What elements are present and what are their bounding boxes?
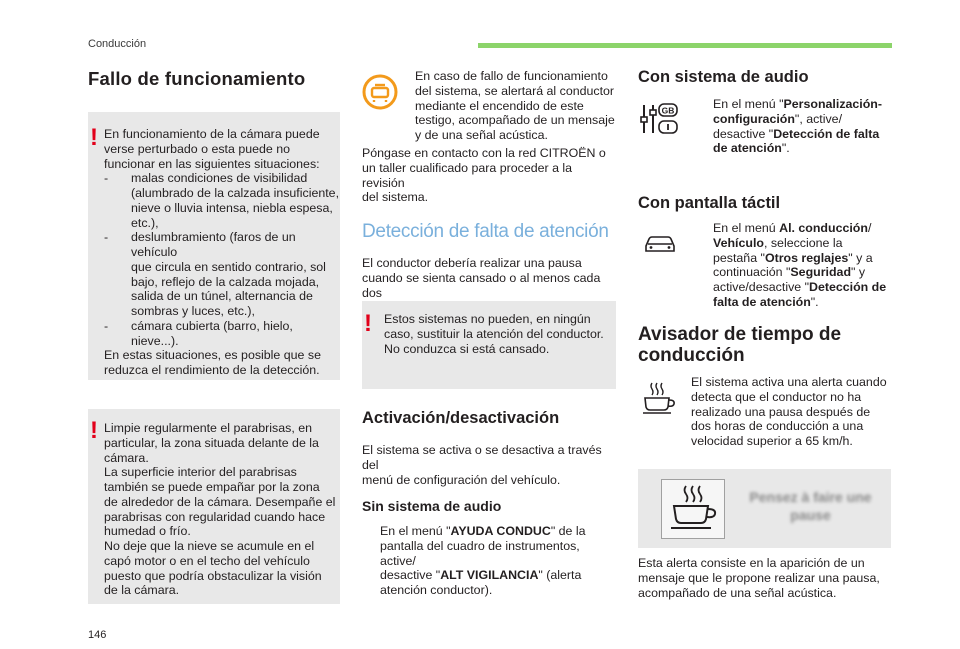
contact-network-text: Póngase en contacto con la red CITROËN o un taller cualificado para proceder a la revisión del sistema. [362, 146, 606, 205]
conditions-intro: En funcionamiento de la cámara puede verse perturbado o esta puede no funcionar en las siguientes situaciones: [104, 127, 320, 171]
warning-exclamation-icon: ! [90, 124, 98, 151]
pause-advice-text: El conductor debería realizar una pausa cuando se sienta cansado o al menos cada dos [362, 256, 601, 300]
coffee-cup-icon [662, 480, 724, 538]
conditions-outro: En estas situaciones, es posible que se reduzca el rendimiento de la detección. [104, 348, 321, 377]
heading-activation: Activación/desactivación [362, 409, 560, 427]
heading-touchscreen: Con pantalla táctil [638, 194, 781, 212]
section-accent-bar [478, 43, 892, 48]
gb-label: GB [661, 105, 675, 116]
page-number: 146 [88, 629, 107, 641]
section-label: Conducción [88, 38, 147, 50]
warning-conditions-text [104, 127, 340, 378]
pause-screen-icon-frame [661, 479, 725, 539]
no-audio-instruction [362, 524, 616, 598]
camera-fault-icon [362, 74, 398, 110]
heading-driving-time: Avisador de tiempo de conducción [638, 324, 842, 366]
page-title: Fallo de funcionamiento [88, 68, 306, 89]
car-icon [643, 232, 677, 254]
audio-settings-icon [640, 101, 680, 137]
heading-detection: Detección de falta de atención [362, 221, 609, 242]
alert-description-text: Esta alerta consiste en la aparición de un mensaje que le propone realizar una pausa, acompañado de una señal acústica. [638, 556, 880, 600]
activation-text: El sistema se activa o se desactiva a través del menú de configuración del vehículo. [362, 443, 602, 487]
touchscreen-instruction [695, 221, 890, 310]
warning-exclamation-icon: ! [90, 417, 98, 444]
list-item: En el menú "Personalización- configuración", active/ desactive "Detección de falta de atención". [713, 97, 882, 156]
dash-bullet: - [104, 230, 109, 245]
list-item: En el menú "AYUDA CONDUC" de la pantalla del cuadro de instrumentos, active/ desactive "ALT VIGILANCIA" (alerta atención conductor). [380, 524, 586, 597]
list-item: - cámara cubierta (barro, hielo, nieve...). [104, 318, 293, 348]
fault-alert-text: En caso de fallo de funcionamiento del sistema, se alertará al conductor mediante el encendido de este testigo, acompañado de un mensaje y de una señal acústica. [415, 69, 615, 142]
warning-attention-text: Estos sistemas no pueden, en ningún caso, sustituir la atención del conductor. No conduzca si está cansado. [384, 312, 604, 356]
list-item: - deslumbramiento (faros de un vehículo que circula en sentido contrario, sol bajo, reflejo de la calzada mojada, salida de un túnel, alternancia de sombras y luces, etc.), [104, 230, 326, 318]
dash-bullet: - [104, 318, 109, 333]
dash-bullet: - [104, 171, 109, 186]
list-item: - malas condiciones de visibilidad (alumbrado de la calzada insuficiente, nieve o lluvia intensa, niebla espesa, etc.), [104, 171, 340, 230]
heading-with-audio: Con sistema de audio [638, 68, 809, 86]
coffee-cup-icon [641, 381, 679, 415]
audio-instruction [695, 97, 890, 156]
heading-no-audio: Sin sistema de audio [362, 498, 502, 514]
warning-exclamation-icon: ! [364, 310, 372, 337]
list-item: En el menú Al. conducción/ Vehículo, seleccione la pestaña "Otros reglajes" y a continuación "Seguridad" y active/desactive "Detección de falta de atención". [713, 221, 887, 309]
warning-cleaning-text: Limpie regularmente el parabrisas, en particular, la zona situada delante de la cámara. La superficie interior del parabrisas también se puede empañar por la zona de alrededor de la cámara. Desempañe el parabrisas con regularidad cuando hace humedad o frío. No deje que la nieve se acumule en el capó motor o en el techo del vehículo puesto que podría obstaculizar la visión de la cámara. [104, 421, 336, 598]
driving-time-text: El sistema activa una alerta cuando detecta que el conductor no ha realizado una pausa después de dos horas de conducción a una velocidad superior a 65 km/h. [691, 375, 887, 448]
screen-pause-message: Pensez à faire une pause [749, 489, 872, 524]
